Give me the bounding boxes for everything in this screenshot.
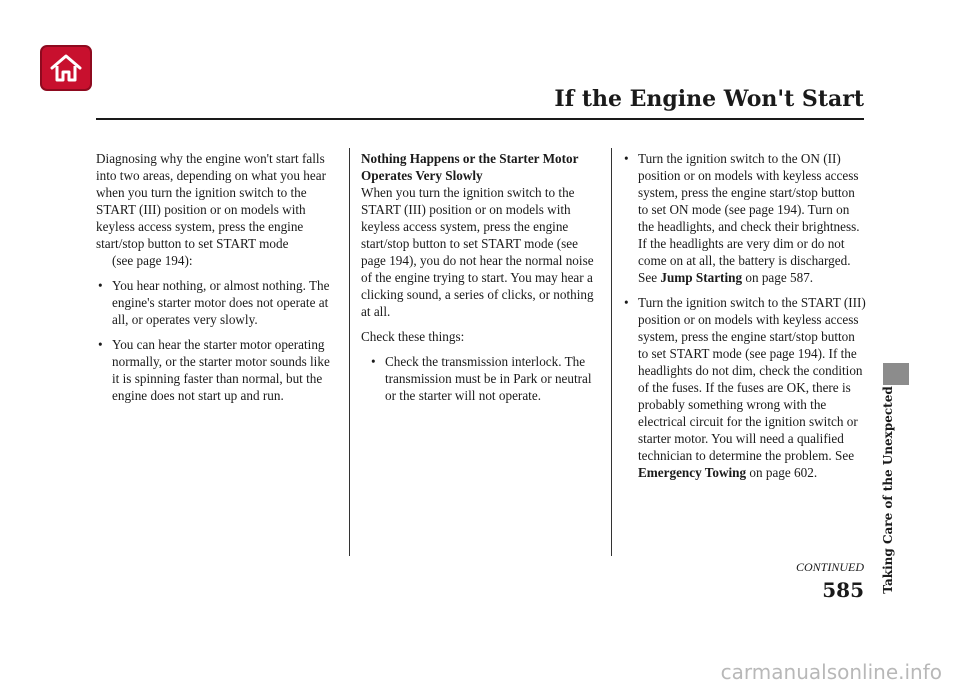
emergency-towing-link[interactable]: Emergency Towing: [638, 465, 747, 480]
list-item: • Turn the ignition switch to the ON (II) position or on models with keyless access system, press the engine start/stop button to set ON mode (see page 194). Turn on the headlights, and check their brightness. If the headlights are very dim or do not come on at all, the battery is discharged. See Jump Starting on page 587.: [622, 150, 866, 286]
home-button[interactable]: [40, 45, 92, 91]
column-1: [96, 150, 336, 412]
column-2: [361, 150, 603, 412]
column-3: [622, 150, 866, 489]
list-item: • Check the transmission interlock. The transmission must be in Park or neutral or the starter will not operate.: [369, 353, 603, 404]
list-item: • Turn the ignition switch to the START (III) position or on models with keyless access system, press the engine start/stop button to set START mode (see page 194). If the headlights do not dim, check the condition of the fuses. If the fuses are OK, there is probably something wrong with the electrical circuit for the ignition switch or starter motor. You will need a qualified technician to determine the problem. See Emergency Towing on page 602.: [622, 294, 866, 481]
continued-label: CONTINUED: [795, 560, 864, 574]
title-divider: [96, 118, 864, 120]
section-label: Taking Care of the Unexpected: [881, 386, 895, 594]
page-number: 585: [822, 578, 864, 602]
column-divider: [349, 148, 350, 556]
page-title: If the Engine Won't Start: [554, 86, 864, 112]
home-icon: [49, 53, 83, 83]
jump-starting-link[interactable]: Jump Starting: [660, 270, 743, 285]
section-body: When you turn the ignition switch to the START (III) position or on models with keyless access system, press the engine start/stop button to set START mode (see page 194), you do not hear the normal noise of the engine trying to start. You may hear a clicking sound, a series of clicks, or nothing at all.: [361, 185, 594, 319]
list-item: • You can hear the starter motor operating normally, or the starter motor sounds like it is spinning faster than normal, but the engine does not start up and run.: [96, 336, 336, 404]
column-divider: [611, 148, 612, 556]
intro-text: Diagnosing why the engine won't start falls into two areas, depending on what you hear when you turn the ignition switch to the START (III) position or on models with keyless access system, press the engine start/stop button to set START mode: [96, 151, 326, 251]
intro-page-ref: (see page 194):: [112, 253, 193, 268]
section-heading: Nothing Happens or the Starter Motor Operates Very Slowly: [361, 151, 579, 183]
section-tab: [883, 363, 909, 385]
list-item: • You hear nothing, or almost nothing. The engine's starter motor does not operate at all, or operates very slowly.: [96, 277, 336, 328]
check-label: Check these things:: [361, 329, 465, 344]
watermark: carmanualsonline.info: [720, 660, 942, 684]
